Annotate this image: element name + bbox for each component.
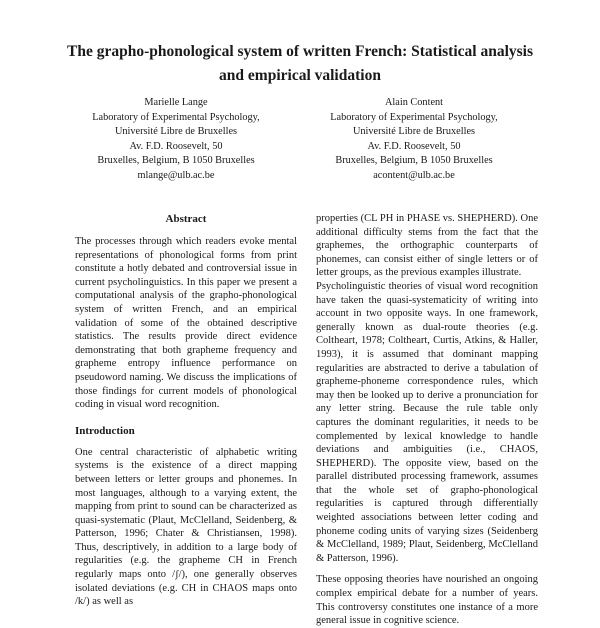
- right-column: [316, 212, 538, 628]
- author-affiliation: Laboratory of Experimental Psychology,: [92, 111, 260, 123]
- author-name: Marielle Lange: [144, 97, 208, 108]
- author-email: mlange@ulb.ac.be: [137, 169, 215, 181]
- author-affiliation: Laboratory of Experimental Psychology,: [330, 111, 498, 123]
- author-university: Université Libre de Bruxelles: [352, 126, 476, 138]
- author-university: Université Libre de Bruxelles: [114, 126, 238, 138]
- author-street: Av. F.D. Roosevelt, 50: [129, 140, 223, 152]
- author-block-1: [56, 96, 296, 184]
- introduction-heading: Introduction: [75, 424, 135, 437]
- paragraph-theories: Psycholinguistic theories of visual word recognition have taken the quasi-systematicity of writing into account in two opposite ways. In one framework, generally known as dual-route theories (e.g. Coltheart, 1978; Coltheart, Curtis, Atkins, & Haller, 1993), it is assumed that dominant mapping regularities are abstracted to derive a tabulation of grapheme-phoneme correspondence rules, which may then be looked up to derive a pronunciation for any letter string. Because the rule table only captures the dominant regularities, it needs to be complemented by lexical knowledge to handle deviations and ambiguities (i.e., CHAOS, SHEPHERD). The opposite view, based on the parallel distributed processing framework, assumes that the whole set of grapho-phonological regularities is captured through differentially weighted associations between letter coding and phoneme coding units of varying sizes (Seidenberg & McClelland, 1989; Plaut, Seidenberg, McClelland & Patterson, 1996).: [316, 280, 538, 564]
- author-street: Av. F.D. Roosevelt, 50: [367, 140, 461, 152]
- paragraph-debate: These opposing theories have nourished an ongoing complex empirical debate for a number of years. This controversy constitutes one instance of a more general issue in cognitive science.: [316, 574, 538, 627]
- left-column: [75, 212, 297, 609]
- paragraph-continuation: properties (CL PH in PHASE vs. SHEPHERD). One additional difficulty stems from the fact that the graphemes, the orthographic counterparts of phonemes, can consist either of single letters or of letter groups, as the previous examples illustrate.: [316, 213, 538, 279]
- author-block-2: [294, 96, 534, 184]
- abstract-heading: Abstract: [165, 213, 207, 225]
- introduction-text: One central characteristic of alphabetic writing systems is the existence of a direct mapping between letters or letter groups and phonemes. In most languages, although to a varying extent, the mapping from print to sound can be characterized as quasi-systematic (Plaut, McClelland, Seidenberg, & Patterson, 1996; Chater & Christiansen, 1998). Thus, descriptively, in addition to a large body of regularities (e.g. the grapheme CH in French regularly maps onto /ʃ/), one generally observes isolated deviations (e.g. CH in CHAOS maps onto /k/) as well as: [75, 446, 297, 608]
- author-email: acontent@ulb.ac.be: [373, 169, 455, 181]
- author-city: Bruxelles, Belgium, B 1050 Bruxelles: [97, 155, 255, 167]
- paper-title: The grapho-phonological system of written French: Statistical analysis and empirical validation: [67, 43, 533, 84]
- author-city: Bruxelles, Belgium, B 1050 Bruxelles: [335, 155, 493, 167]
- abstract-text: The processes through which readers evoke mental representations of phonological forms from print constitute a hotly debated and controversial issue in current psycholinguistics. In this paper we present a computational analysis of the grapho-phonological system of written French, and an empirical validation of some of the obtained descriptive statistics. The results provide direct evidence demonstrating that both grapheme frequency and grapheme entropy influence performance on pseudoword naming. We discuss the implications of those findings for current models of phonological coding in visual word recognition.: [75, 236, 297, 411]
- author-name: Alain Content: [384, 97, 444, 108]
